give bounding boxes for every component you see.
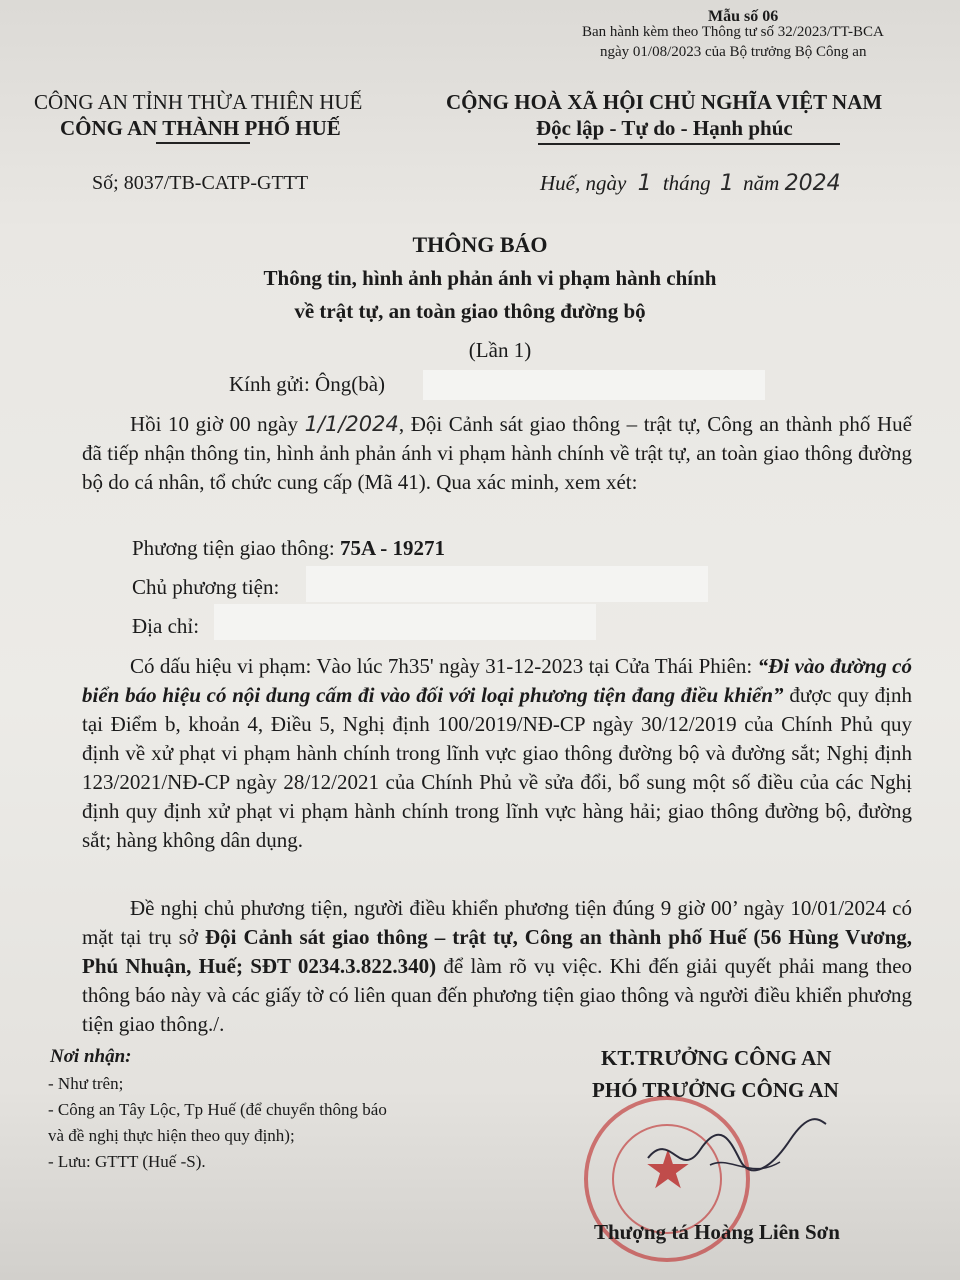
notice-attempt: (Lần 1): [468, 338, 532, 362]
recipient-item: và đề nghị thực hiện theo quy định);: [48, 1126, 295, 1145]
signer-name: Thượng tá Hoàng Liên Sơn: [594, 1220, 840, 1244]
nation-motto: Độc lập - Tự do - Hạnh phúc: [536, 116, 793, 140]
star-icon: ★: [643, 1138, 693, 1201]
redacted-recipient: [423, 370, 765, 400]
agency-line1: CÔNG AN TỈNH THỪA THIÊN HUẾ: [34, 90, 363, 114]
vehicle-plate: 75A - 19271: [339, 536, 445, 560]
date-day-handwritten: 1: [637, 171, 652, 196]
signature-title-1: KT.TRƯỞNG CÔNG AN: [601, 1046, 832, 1070]
recipient-item: - Lưu: GTTT (Huế -S).: [48, 1152, 206, 1171]
address-label: Địa chỉ:: [132, 614, 200, 638]
redacted-owner: [306, 566, 708, 602]
owner-label: Chủ phương tiện:: [132, 575, 280, 599]
form-code: Mẫu số 06: [708, 8, 779, 25]
intro-paragraph: Hồi 10 giờ 00 ngày 1/1/2024, Đội Cảnh sát giao thông – trật tự, Công an thành phố Huế đã tiếp nhận thông tin, hình ảnh phản ánh vi phạm hành chính về trật tự, an toàn giao thông đường bộ do cá nhân, tổ chức cung cấp (Mã 41). Qua xác minh, xem xét:: [82, 412, 912, 494]
doc-date: Huế, ngày 1 tháng 1 năm 2024: [540, 171, 841, 196]
notice-title: THÔNG BÁO: [412, 232, 548, 257]
request-office: Đội Cảnh sát giao thông – trật tự, Công an thành phố Huế (56 Hùng Vương, Phú Nhuận, Huế; SĐT 0234.3.822.340): [82, 925, 912, 978]
violation-quote: “Đi vào đường có biển báo hiệu có nội dung cấm đi vào đối với loại phương tiện đang điều khiển”: [82, 654, 913, 707]
form-issued-line1: Ban hành kèm theo Thông tư số 32/2023/TT-BCA: [582, 24, 884, 40]
recipient-item: - Như trên;: [48, 1074, 124, 1093]
redacted-address: [214, 604, 596, 640]
notice-subtitle-1: Thông tin, hình ảnh phản ánh vi phạm hành chính: [263, 266, 717, 290]
agency-underline: [156, 142, 250, 144]
signature-title-2: PHÓ TRƯỞNG CÔNG AN: [592, 1078, 839, 1102]
recipient-label: Kính gửi: Ông(bà): [229, 372, 386, 396]
motto-underline: [538, 143, 840, 145]
date-year-handwritten: 2024: [784, 171, 841, 196]
notice-subtitle-2: về trật tự, an toàn giao thông đường bộ: [294, 299, 646, 323]
signature-scribble: [640, 1110, 830, 1190]
recipients-heading: Nơi nhận:: [50, 1046, 132, 1067]
date-month-handwritten: 1: [719, 171, 734, 196]
form-issued-line2: ngày 01/08/2023 của Bộ trưởng Bộ Công an: [600, 44, 867, 60]
recipient-item: - Công an Tây Lộc, Tp Huế (để chuyển thông báo: [48, 1100, 387, 1119]
doc-number: Số; 8037/TB-CATP-GTTT: [92, 172, 309, 194]
intro-date-handwritten: 1/1/2024: [304, 412, 399, 436]
agency-line2: CÔNG AN THÀNH PHỐ HUẾ: [60, 116, 341, 140]
nation-title: CỘNG HOÀ XÃ HỘI CHỦ NGHĨA VIỆT NAM: [446, 90, 883, 114]
violation-paragraph: Có dấu hiệu vi phạm: Vào lúc 7h35' ngày 31-12-2023 tại Cửa Thái Phiên: “Đi vào đường có biển báo hiệu có nội dung cấm đi vào đối với loại phương tiện đang điều khiển” được quy định tại Điểm b, khoản 4, Điều 5, Nghị định 100/2019/NĐ-CP ngày 30/12/2019 của Chính Phủ quy định về xử phạt vi phạm hành chính trong lĩnh vực giao thông đường bộ và đường sắt; Nghị định 123/2021/NĐ-CP ngày 28/12/2021 của Chính Phủ về sửa đổi, bổ sung một số điều của các Nghị định quy định xử phạt vi phạm hành chính trong lĩnh vực hàng hải; giao thông đường bộ, đường sắt; hàng không dân dụng.: [82, 654, 913, 852]
request-paragraph: Đề nghị chủ phương tiện, người điều khiển phương tiện đúng 9 giờ 00’ ngày 10/01/2024 có mặt tại trụ sở Đội Cảnh sát giao thông – trật tự, Công an thành phố Huế (56 Hùng Vương, Phú Nhuận, Huế; SĐT 0234.3.822.340) để làm rõ vụ việc. Khi đến giải quyết phải mang theo thông báo này và các giấy tờ có liên quan đến phương tiện giao thông và người điều khiển phương tiện giao thông./.: [82, 896, 913, 1036]
vehicle-line: Phương tiện giao thông: 75A - 19271: [132, 536, 445, 560]
